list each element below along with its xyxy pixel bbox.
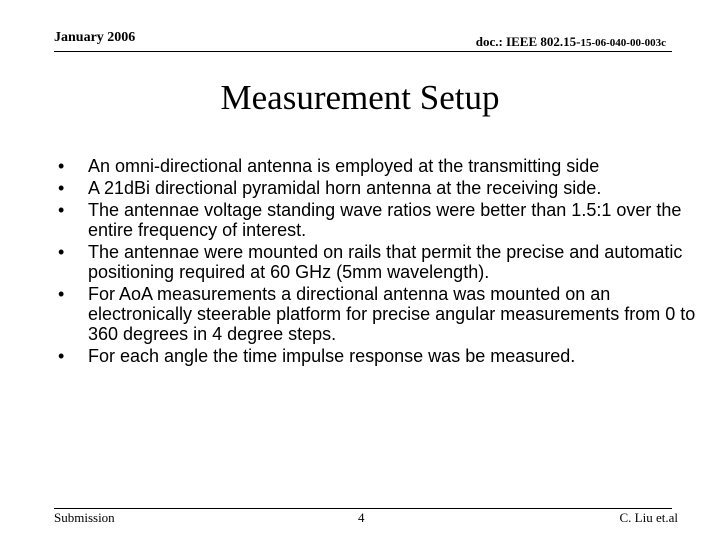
bullet-text: For each angle the time impulse response was be measured. xyxy=(88,346,576,366)
bullet-glyph: • xyxy=(58,200,65,220)
bullet-text: For AoA measurements a directional antenna was mounted on an electronically steerable platform for precise angular measurements from 0 to 360 degrees in 4 degree steps. xyxy=(88,284,696,344)
header-date: January 2006 xyxy=(54,30,136,45)
footer-page-number: 4 xyxy=(358,510,365,525)
footer-author: C. Liu et.al xyxy=(619,510,678,525)
bullet-glyph: • xyxy=(58,346,65,366)
bullet-glyph: • xyxy=(58,284,65,304)
bullet-text: The antennae were mounted on rails that permit the precise and automatic positioning required at 60 GHz (5mm wavelength). xyxy=(88,242,683,282)
footer-submission: Submission xyxy=(54,510,115,525)
bullet-text: An omni-directional antenna is employed at the transmitting side xyxy=(88,156,600,176)
bullet-glyph: • xyxy=(58,156,65,176)
bullet-item xyxy=(58,242,698,282)
bullet-item xyxy=(58,284,698,344)
slide-title: Measurement Setup xyxy=(220,78,500,117)
header-doc-id xyxy=(476,34,666,50)
bullet-item xyxy=(58,178,698,198)
bullet-list xyxy=(58,156,698,368)
footer-rule xyxy=(54,508,672,509)
bullet-glyph: • xyxy=(58,242,65,262)
header-doc-number: 15-06-040-00-003c xyxy=(580,37,666,49)
bullet-item xyxy=(58,156,698,176)
header-doc-prefix: doc.: IEEE 802.15- xyxy=(475,34,581,49)
bullet-text: The antennae voltage standing wave ratios were better than 1.5:1 over the entire frequency of interest. xyxy=(88,200,682,240)
bullet-item xyxy=(58,200,698,240)
header-rule xyxy=(54,51,672,52)
bullet-text: A 21dBi directional pyramidal horn antenna at the receiving side. xyxy=(88,178,602,198)
bullet-item xyxy=(58,346,698,366)
bullet-glyph: • xyxy=(58,178,65,198)
